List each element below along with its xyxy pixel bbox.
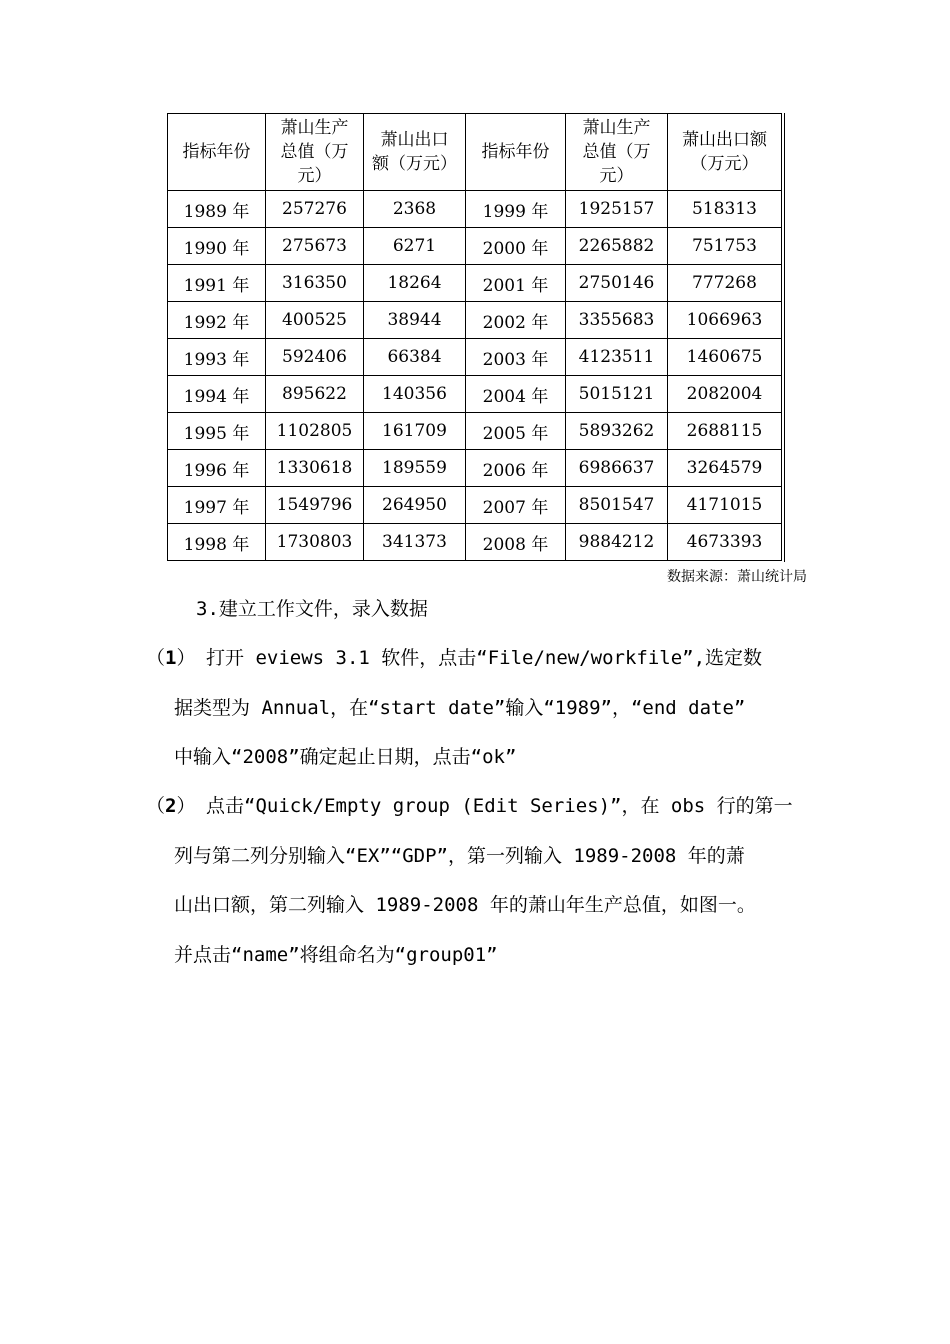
step-1-line-1: （1） 打开 eviews 3.1 软件，点击“File/new/workfile”,选定数 (146, 634, 818, 684)
step-2-line-3: 山出口额，第二列输入 1989-2008 年的萧山年生产总值，如图一。 (174, 894, 756, 916)
cell-year-1: 1996 年 (168, 450, 266, 487)
cell-year-2: 1999 年 (466, 191, 566, 228)
cell-gdp-1: 257276 (266, 191, 364, 228)
cell-export-2: 1460675 (668, 339, 782, 376)
cell-export-2: 777268 (668, 265, 782, 302)
step-1-line-2: 据类型为 Annual，在“start date”输入“1989”，“end date” (174, 696, 746, 719)
data-table (167, 113, 782, 561)
step-2-line-2: 列与第二列分别输入“EX”“GDP”，第一列输入 1989-2008 年的萧 (174, 844, 745, 867)
cell-export-2: 1066963 (668, 302, 782, 339)
cell-gdp-1: 275673 (266, 228, 364, 265)
header-gdp-1: 萧山生产 总值（万 元） (266, 114, 364, 191)
cell-gdp-2: 4123511 (566, 339, 668, 376)
cell-year-2: 2001 年 (466, 265, 566, 302)
table-row (168, 376, 782, 413)
cell-year-2: 2004 年 (466, 376, 566, 413)
cell-gdp-1: 1330618 (266, 450, 364, 487)
cell-gdp-2: 9884212 (566, 524, 668, 561)
cell-export-1: 189559 (364, 450, 466, 487)
cell-export-2: 3264579 (668, 450, 782, 487)
cell-year-2: 2000 年 (466, 228, 566, 265)
cell-export-2: 4171015 (668, 487, 782, 524)
cell-year-2: 2008 年 (466, 524, 566, 561)
cell-gdp-1: 895622 (266, 376, 364, 413)
cell-gdp-2: 6986637 (566, 450, 668, 487)
cell-export-1: 140356 (364, 376, 466, 413)
table-body (168, 191, 782, 561)
table-row (168, 450, 782, 487)
cell-gdp-2: 8501547 (566, 487, 668, 524)
header-export-2: 萧山出口额 （万元） (668, 114, 782, 191)
cell-year-1: 1992 年 (168, 302, 266, 339)
cell-export-1: 264950 (364, 487, 466, 524)
step-1-marker: （1） (146, 647, 196, 669)
cell-year-1: 1998 年 (168, 524, 266, 561)
table-row (168, 339, 782, 376)
table-row (168, 228, 782, 265)
header-year-2: 指标年份 (466, 114, 566, 191)
data-source: 数据来源：萧山统计局 (667, 569, 807, 585)
table-row (168, 487, 782, 524)
cell-gdp-2: 5893262 (566, 413, 668, 450)
header-year-1: 指标年份 (168, 114, 266, 191)
table-row (168, 413, 782, 450)
cell-export-1: 2368 (364, 191, 466, 228)
cell-gdp-1: 1549796 (266, 487, 364, 524)
table-right-rule (784, 113, 785, 562)
table-header-row (168, 114, 782, 191)
cell-export-1: 6271 (364, 228, 466, 265)
cell-year-1: 1989 年 (168, 191, 266, 228)
cell-year-1: 1994 年 (168, 376, 266, 413)
step-2 (146, 782, 818, 980)
cell-export-2: 4673393 (668, 524, 782, 561)
cell-year-2: 2006 年 (466, 450, 566, 487)
cell-gdp-2: 5015121 (566, 376, 668, 413)
cell-export-1: 38944 (364, 302, 466, 339)
table-row (168, 265, 782, 302)
cell-export-1: 18264 (364, 265, 466, 302)
cell-gdp-1: 316350 (266, 265, 364, 302)
cell-year-2: 2007 年 (466, 487, 566, 524)
cell-export-1: 161709 (364, 413, 466, 450)
cell-gdp-1: 1730803 (266, 524, 364, 561)
section-heading: 3.建立工作文件，录入数据 (196, 598, 428, 620)
cell-gdp-1: 1102805 (266, 413, 364, 450)
step-1-line-3: 中输入“2008”确定起止日期，点击“ok” (174, 746, 517, 768)
cell-year-2: 2002 年 (466, 302, 566, 339)
cell-gdp-2: 1925157 (566, 191, 668, 228)
cell-gdp-2: 2750146 (566, 265, 668, 302)
step-1 (146, 634, 818, 783)
cell-export-2: 751753 (668, 228, 782, 265)
step-2-line-1: （2） 点击“Quick/Empty group (Edit Series)”，在 obs 行的第一 (146, 782, 818, 832)
table-row (168, 191, 782, 228)
cell-gdp-2: 3355683 (566, 302, 668, 339)
cell-export-2: 2082004 (668, 376, 782, 413)
table-row (168, 524, 782, 561)
cell-year-2: 2005 年 (466, 413, 566, 450)
cell-export-2: 2688115 (668, 413, 782, 450)
table-row (168, 302, 782, 339)
header-export-1: 萧山出口 额（万元） (364, 114, 466, 191)
cell-export-2: 518313 (668, 191, 782, 228)
cell-year-2: 2003 年 (466, 339, 566, 376)
step-2-marker: （2） (146, 795, 196, 817)
cell-export-1: 341373 (364, 524, 466, 561)
cell-year-1: 1997 年 (168, 487, 266, 524)
cell-year-1: 1991 年 (168, 265, 266, 302)
cell-year-1: 1990 年 (168, 228, 266, 265)
cell-export-1: 66384 (364, 339, 466, 376)
header-gdp-2: 萧山生产 总值（万 元） (566, 114, 668, 191)
cell-gdp-2: 2265882 (566, 228, 668, 265)
cell-gdp-1: 400525 (266, 302, 364, 339)
cell-year-1: 1995 年 (168, 413, 266, 450)
cell-gdp-1: 592406 (266, 339, 364, 376)
cell-year-1: 1993 年 (168, 339, 266, 376)
step-2-line-4: 并点击“name”将组命名为“group01” (174, 943, 498, 966)
